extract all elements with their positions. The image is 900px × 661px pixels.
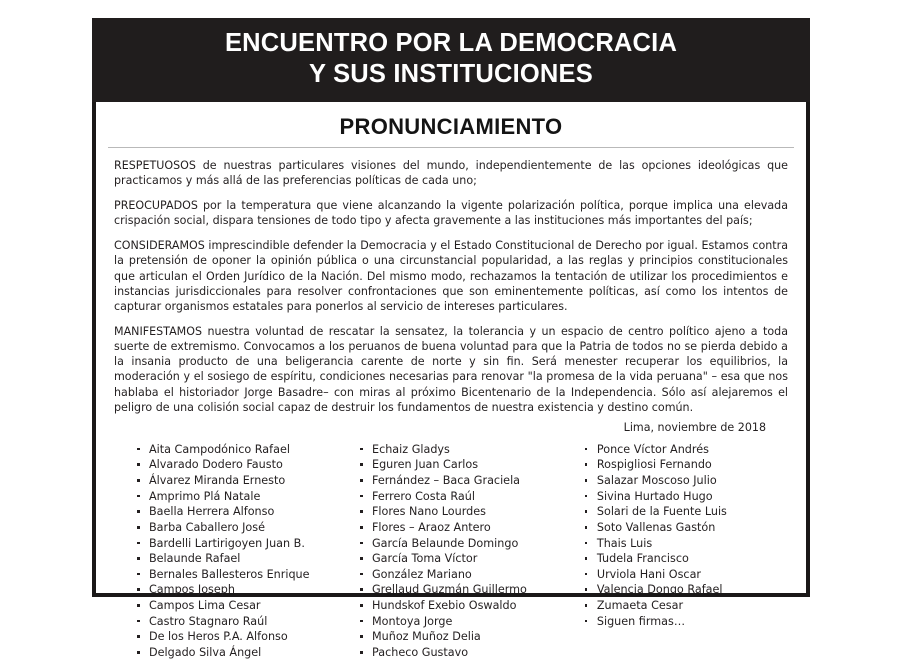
signers-column-2	[357, 442, 582, 661]
list-item: Siguen firmas…	[582, 614, 788, 630]
signers-list	[114, 442, 788, 661]
paragraph-respetuosos: RESPETUOSOS de nuestras particulares visiones del mundo, independientemente de las opciones ideológicas que practicamos y más allá de las preferencias políticas de cada uno;	[114, 158, 788, 187]
list-item: Flores Nano Lourdes	[357, 504, 582, 520]
list-item: Alvarado Dodero Fausto	[134, 457, 357, 473]
paragraph-preocupados: PREOCUPADOS por la temperatura que viene alcanzando la vigente polarización política, porque implica una elevada crispación social, dispara tensiones de todo tipo y afecta gravemente a las instituciones más importantes del país;	[114, 199, 788, 228]
list-item: Bernales Ballesteros Enrique	[134, 567, 357, 583]
list-item: Aita Campodónico Rafael	[134, 442, 357, 458]
list-item: Rospigliosi Fernando	[582, 457, 788, 473]
list-item: González Mariano	[357, 567, 582, 583]
list-item: Pacheco Gustavo	[357, 645, 582, 661]
list-item: Solari de la Fuente Luis	[582, 504, 788, 520]
list-item: Echaiz Gladys	[357, 442, 582, 458]
signers-column-1-list	[134, 442, 357, 661]
document-body	[96, 148, 806, 661]
list-item: Tudela Francisco	[582, 551, 788, 567]
list-item: Valencia Dongo Rafael	[582, 582, 788, 598]
list-item: Ponce Víctor Andrés	[582, 442, 788, 458]
paragraph-consideramos: CONSIDERAMOS imprescindible defender la Democracia y el Estado Constitucional de Derecho por igual. Estamos contra la pretensión de oponer la opinión pública o una circunstancial popularidad, a las reglas y principios constitucionales que articulan el Orden Jurídico de la Nación. Del mismo modo, rechazamos la tentación de utilizar los procedimientos e instancias jurisdiccionales para resolver confrontaciones que son eminentemente políticas, así como los intentos de capturar organismos estatales para ponerlos al servicio de intereses particulares.	[114, 239, 788, 313]
list-item: Hundskof Exebio Oswaldo	[357, 598, 582, 614]
list-item: Belaunde Rafael	[134, 551, 357, 567]
list-item: Campos Joseph	[134, 582, 357, 598]
list-item: Flores – Araoz Antero	[357, 520, 582, 536]
masthead-banner	[92, 18, 810, 102]
list-item: Zumaeta Cesar	[582, 598, 788, 614]
list-item: Soto Vallenas Gastón	[582, 520, 788, 536]
list-item: Thais Luis	[582, 536, 788, 552]
pronouncement-page	[92, 18, 810, 659]
document-sheet	[92, 102, 810, 659]
list-item: Sivina Hurtado Hugo	[582, 489, 788, 505]
list-item: Castro Stagnaro Raúl	[134, 614, 357, 630]
signers-column-3-list	[582, 442, 788, 630]
list-item: Amprimo Plá Natale	[134, 489, 357, 505]
list-item: Baella Herrera Alfonso	[134, 504, 357, 520]
list-item: Ferrero Costa Raúl	[357, 489, 582, 505]
signers-column-3	[582, 442, 788, 661]
list-item: Barba Caballero José	[134, 520, 357, 536]
list-item: Grellaud Guzmán Guillermo	[357, 582, 582, 598]
list-item: Álvarez Miranda Ernesto	[134, 473, 357, 489]
list-item: Urviola Hani Oscar	[582, 567, 788, 583]
list-item: Salazar Moscoso Julio	[582, 473, 788, 489]
list-item: Delgado Silva Ángel	[134, 645, 357, 661]
page-title: PRONUNCIAMIENTO	[339, 113, 563, 139]
list-item: Muñoz Muñoz Delia	[357, 629, 582, 645]
signers-column-2-list	[357, 442, 582, 661]
masthead-line-1: ENCUENTRO POR LA DEMOCRACIA	[224, 29, 678, 57]
list-item: De los Heros P.A. Alfonso	[134, 629, 357, 645]
list-item: García Toma Víctor	[357, 551, 582, 567]
signers-column-1	[134, 442, 357, 661]
list-item: García Belaunde Domingo	[357, 536, 582, 552]
list-item: Bardelli Lartirigoyen Juan B.	[134, 536, 357, 552]
list-item: Campos Lima Cesar	[134, 598, 357, 614]
list-item: Fernández – Baca Graciela	[357, 473, 582, 489]
dateline: Lima, noviembre de 2018	[623, 420, 766, 434]
list-item: Montoya Jorge	[357, 614, 582, 630]
paragraph-manifestamos: MANIFESTAMOS nuestra voluntad de rescatar la sensatez, la tolerancia y un espacio de centro político ajeno a toda suerte de extremismo. Convocamos a los peruanos de buena voluntad para que la Patria de todos no se pierda debido a la insania producto de una beligerancia carente de norte y sin fin. Será menester recuperar los equilibrios, la moderación y el sosiego de espíritu, condiciones necesarias para renovar "la promesa de la vida peruana" – esa que nos hablaba el historiador Jorge Basadre– con miras al próximo Bicentenario de la Independencia. Sólo así alejaremos el peligro de una colisión social capaz de destruir los fundamentos de nuestra existencia y destino común.	[114, 324, 788, 414]
masthead-line-2: Y SUS INSTITUCIONES	[309, 60, 593, 89]
list-item: Eguren Juan Carlos	[357, 457, 582, 473]
